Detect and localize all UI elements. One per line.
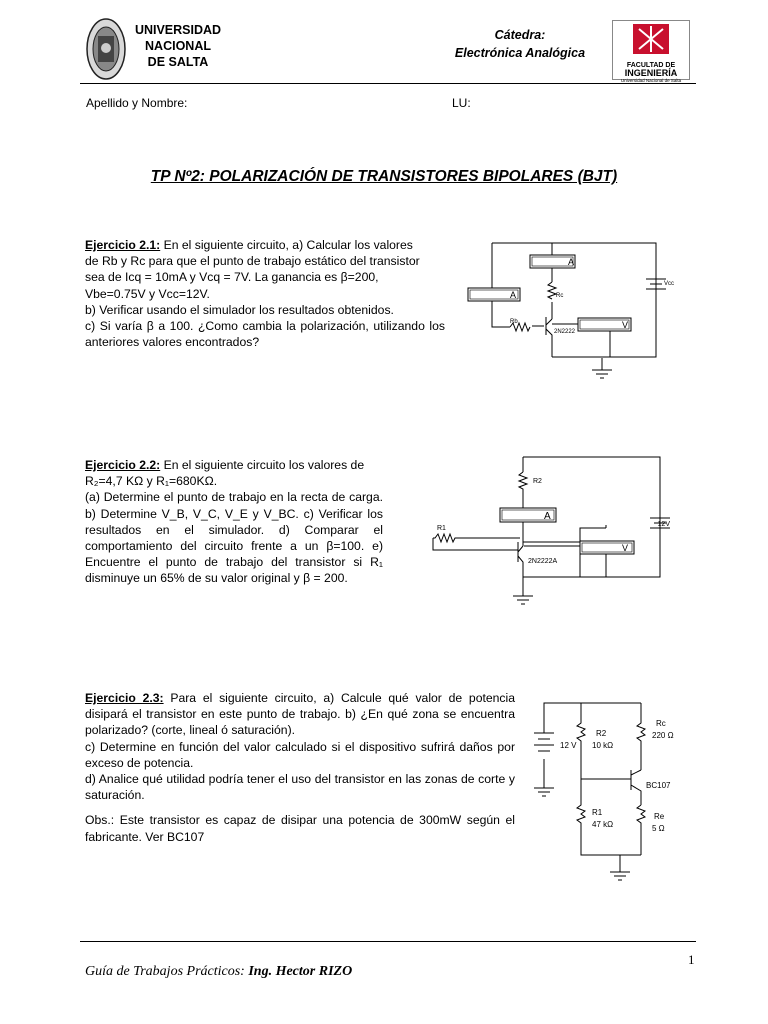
- exercise-label: Ejercicio 2.1:: [85, 238, 161, 252]
- exercise-2-1: Ejercicio 2.1: En el siguiente circuito, a) Calcular los valores de Rb y Rc para que el punto de trabajo estático del transistor sea de Icq = 10mA y Vcq = 7V. La ganancia es β=200, Vbe=0.75V y Vcc=12V. b) Verificar usando el simulador los resultados obtenidos. c) Si varía β a 100. ¿Como cambia la polarización, utilizando los anteriores valores encontrados?: [85, 238, 445, 350]
- faculty-logo-title: INGENIERÍA: [624, 68, 678, 78]
- ammeter-2-label: A: [510, 290, 517, 300]
- page-number: 1: [688, 952, 695, 967]
- faculty-logo-sub: Universidad Nacional de Salta: [620, 78, 682, 83]
- source-label: 12 V: [560, 741, 577, 750]
- exercise-2-3: Ejercicio 2.3: Para el siguiente circuito, a) Calcule qué valor de potencia disipará el transistor en este punto de trabajo. b) ¿En qué zona se encuentra polarizado? (corte, lineal ó saturación). c) Determine en función del valor calculado si el dispositivo sufrirá daños por exceso de potencia. d) Analice qué utilidad podría tener el uso del transistor en las zonas de corte y saturación. Obs.: Este transistor es capaz de disipar una potencia de 300mW según el fabricante. Ver BC107: [85, 691, 516, 844]
- footer-rule: [80, 941, 696, 942]
- rb-label: Rb: [510, 319, 518, 325]
- name-label: Apellido y Nombre:: [86, 96, 188, 110]
- re-value: 5 Ω: [652, 824, 665, 833]
- r1-label: R1: [592, 808, 603, 817]
- r2-value: 10 kΩ: [592, 741, 614, 750]
- rc-label: Rc: [656, 719, 666, 728]
- r2-label: R2: [596, 729, 607, 738]
- rc-label: Rc: [556, 293, 564, 299]
- catedra: Cátedra: Electrónica Analógica: [454, 28, 586, 60]
- faculty-logo-icon: [613, 21, 689, 57]
- voltmeter-label: V: [622, 543, 629, 553]
- source-label: Vcc: [664, 281, 675, 287]
- voltmeter-label: V: [622, 320, 629, 330]
- university-name: UNIVERSIDAD NACIONAL DE SALTA: [134, 23, 222, 69]
- r2-label: R2: [533, 478, 542, 485]
- ammeter-1-label: A: [568, 257, 575, 267]
- lu-label: LU:: [452, 96, 471, 110]
- header-rule: [80, 83, 696, 84]
- source-label: 12V: [657, 521, 670, 528]
- faculty-logo: [612, 20, 690, 83]
- transistor-label: BC107: [646, 781, 671, 790]
- ammeter-label: A: [544, 511, 551, 522]
- r1-label: R1: [437, 525, 446, 532]
- circuit-2-2: [420, 450, 670, 610]
- page-title: TP Nº2: POLARIZACIÓN DE TRANSISTORES BIPOLARES (BJT): [150, 168, 618, 185]
- circuit-2-3: [526, 695, 696, 895]
- exercise-label: Ejercicio 2.2:: [85, 458, 161, 472]
- rc-value: 220 Ω: [652, 731, 674, 740]
- exercise-label: Ejercicio 2.3:: [85, 691, 164, 705]
- faculty-logo-text: FACULTAD DE: [626, 62, 676, 69]
- transistor-label: 2N2222A: [528, 558, 558, 565]
- exercise-2-2: Ejercicio 2.2: En el siguiente circuito los valores de R₂=4,7 KΩ y R₁=680KΩ. (a) Determine el punto de trabajo en la recta de carga. b) Determine V_B, V_C, V_E y V_BC. c) Verificar los resultados en el simulador. d) Comparar el comportamiento del circuito frente a un β=100. e) Encuentre el punto de trabajo del transistor si R₁ disminuye un 65% de su valor original y β = 200.: [85, 458, 383, 586]
- footer-text: Guía de Trabajos Prácticos: Ing. Hector RIZO: [85, 964, 353, 979]
- r1-value: 47 kΩ: [592, 820, 614, 829]
- transistor-label: 2N2222: [554, 329, 576, 335]
- re-label: Re: [654, 812, 665, 821]
- circuit-2-1: [460, 232, 690, 392]
